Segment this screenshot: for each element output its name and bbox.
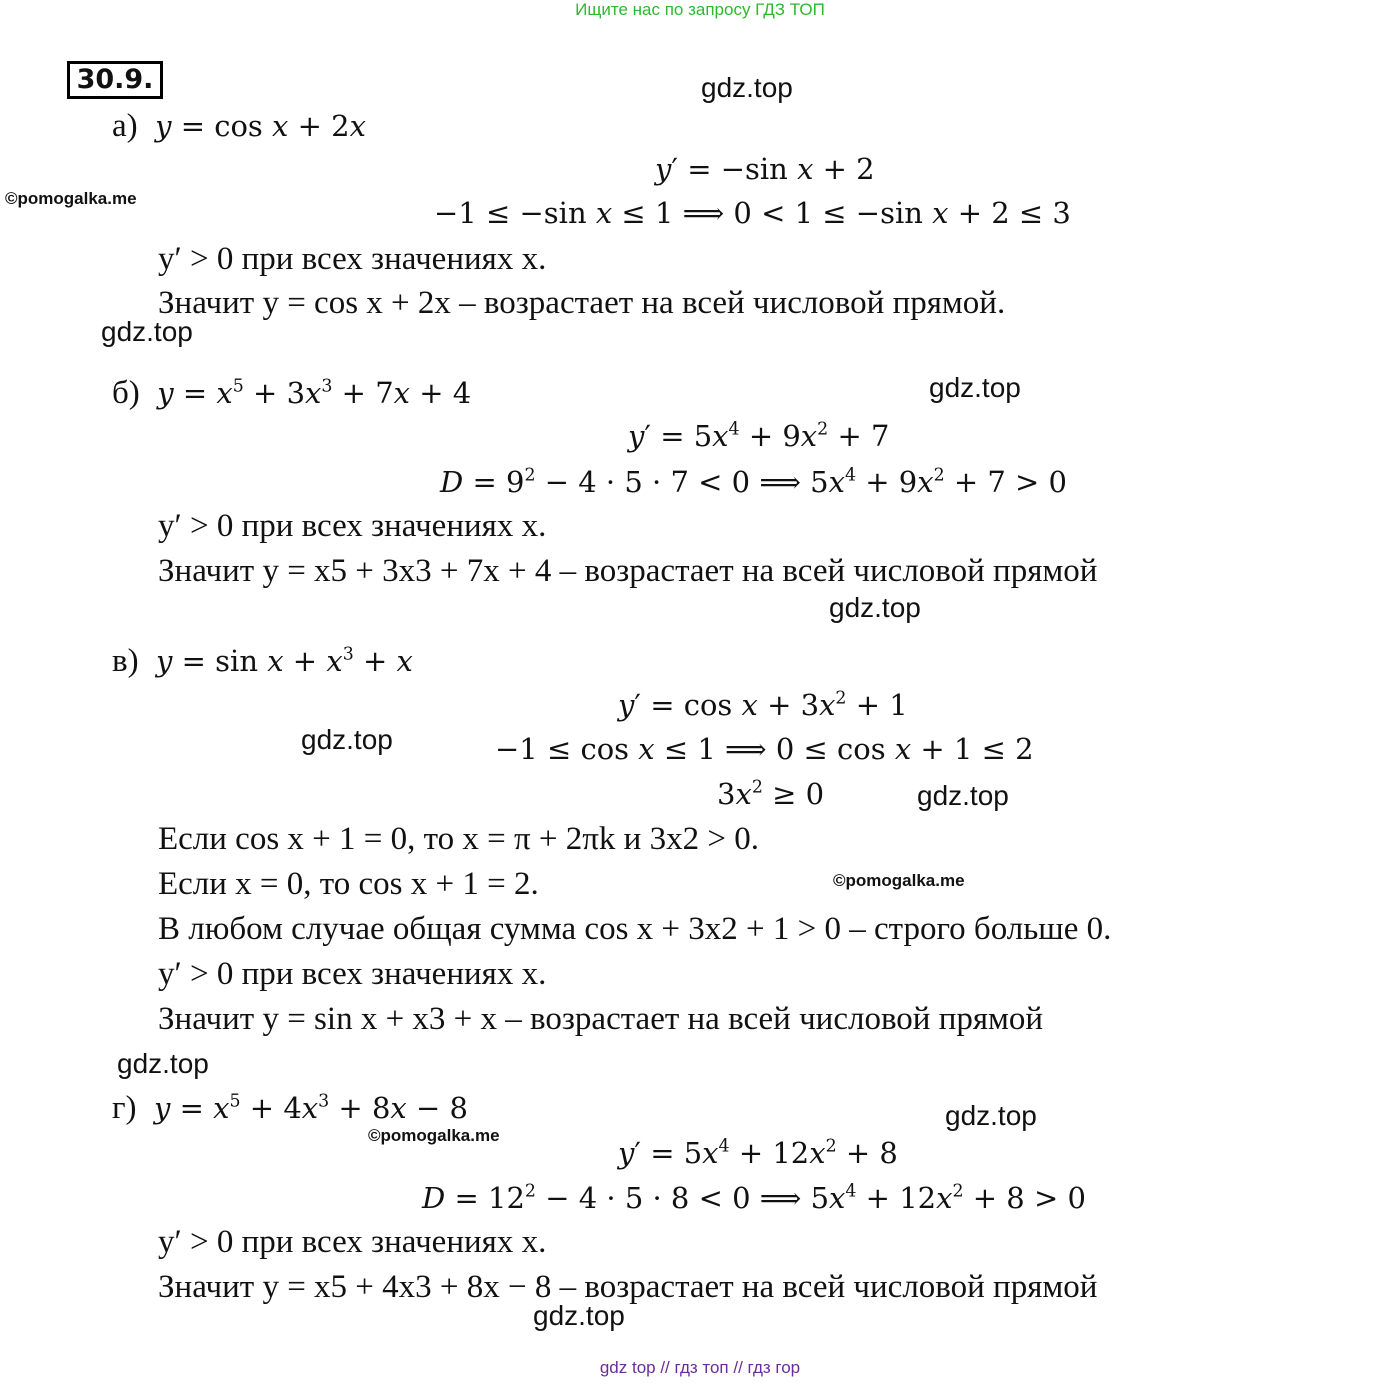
part-v-label: в) [112,643,139,679]
part-b-heading [112,373,471,413]
part-a-derivative: y′ = −sin x + 2 [655,152,875,186]
part-g-condition: y′ > 0 при всех значениях x. [158,1224,547,1260]
part-g-function: $y = x^5 + 4x^3 + 8x - 8$ [154,1091,468,1125]
watermark-gdz: gdz.top [945,1100,1037,1131]
part-g-heading [112,1088,468,1128]
part-a-condition: y′ > 0 при всех значениях x. [158,241,547,277]
part-b-label: б) [112,375,140,411]
part-v-case1: Если cos x + 1 = 0, то x = π + 2πk и 3x2 > 0. [158,821,759,857]
part-a-conclusion: Значит y = cos x + 2x – возрастает на всей числовой прямой. [158,285,1006,321]
watermark-gdz: gdz.top [929,372,1021,403]
part-g-derivative: $y' = 5x^4 + 12x^2 + 8$ [618,1136,898,1170]
watermark-pomogalka: ©pomogalka.me [368,1126,500,1145]
part-v-derivative: $y' = \cos x + 3x^2 + 1$ [618,688,908,722]
part-b-derivative: $y' = 5x^4 + 9x^2 + 7$ [628,419,890,453]
top-banner: Ищите нас по запросу ГДЗ ТОП [575,0,825,19]
watermark-gdz: gdz.top [117,1048,209,1079]
part-a-label: а) [112,108,138,144]
part-b-condition: y′ > 0 при всех значениях x. [158,508,547,544]
watermark-gdz: gdz.top [301,724,393,755]
part-b-discriminant: $D = 9^2 - 4 \cdot 5 \cdot 7 < 0$ ⟹ $5x^4 + 9x^2 + 7 > 0$ [440,465,1068,499]
part-v-heading [112,641,413,681]
part-g-discriminant: $D = 12^2 - 4 \cdot 5 \cdot 8 < 0$ ⟹ $5x^4 + 12x^2 + 8 > 0$ [422,1181,1086,1215]
part-b-conclusion: Значит y = x5 + 3x3 + 7x + 4 – возрастает на всей числовой прямой [158,553,1098,589]
watermark-pomogalka: ©pomogalka.me [5,189,137,208]
part-a-heading [112,106,366,146]
watermark-gdz: gdz.top [101,316,193,347]
problem-number: 30.9. [67,61,163,99]
part-v-square-nonneg: $3x^2 \ge 0$ [717,777,825,811]
watermark-gdz: gdz.top [701,72,793,103]
part-v-case2: Если x = 0, то cos x + 1 = 2. [158,866,539,902]
watermark-gdz: gdz.top [829,592,921,623]
part-v-inequality: −1 ≤ cos x ≤ 1 ⟹ 0 ≤ cos x + 1 ≤ 2 [495,732,1034,766]
part-v-condition: y′ > 0 при всех значениях x. [158,956,547,992]
part-a-inequality: −1 ≤ −sin x ≤ 1 ⟹ 0 < 1 ≤ −sin x + 2 ≤ 3 [434,196,1071,230]
part-v-conclusion: Значит y = sin x + x3 + x – возрастает на всей числовой прямой [158,1001,1044,1037]
part-a-function: y = cos x + 2x [155,109,366,143]
watermark-pomogalka: ©pomogalka.me [833,871,965,890]
part-b-function: $y = x^5 + 3x^3 + 7x + 4$ [157,376,472,410]
footer-links: gdz top // гдз топ // гдз гор [599,1358,801,1377]
part-g-conclusion: Значит y = x5 + 4x3 + 8x − 8 – возрастает на всей числовой прямой [158,1269,1098,1305]
part-g-label: г) [112,1090,137,1126]
part-v-function: $y = \sin x + x^3 + x$ [156,644,413,678]
watermark-gdz: gdz.top [917,780,1009,811]
part-v-sum: В любом случае общая сумма cos x + 3x2 + 1 > 0 – строго больше 0. [158,911,1112,947]
watermark-gdz: gdz.top [533,1300,625,1331]
